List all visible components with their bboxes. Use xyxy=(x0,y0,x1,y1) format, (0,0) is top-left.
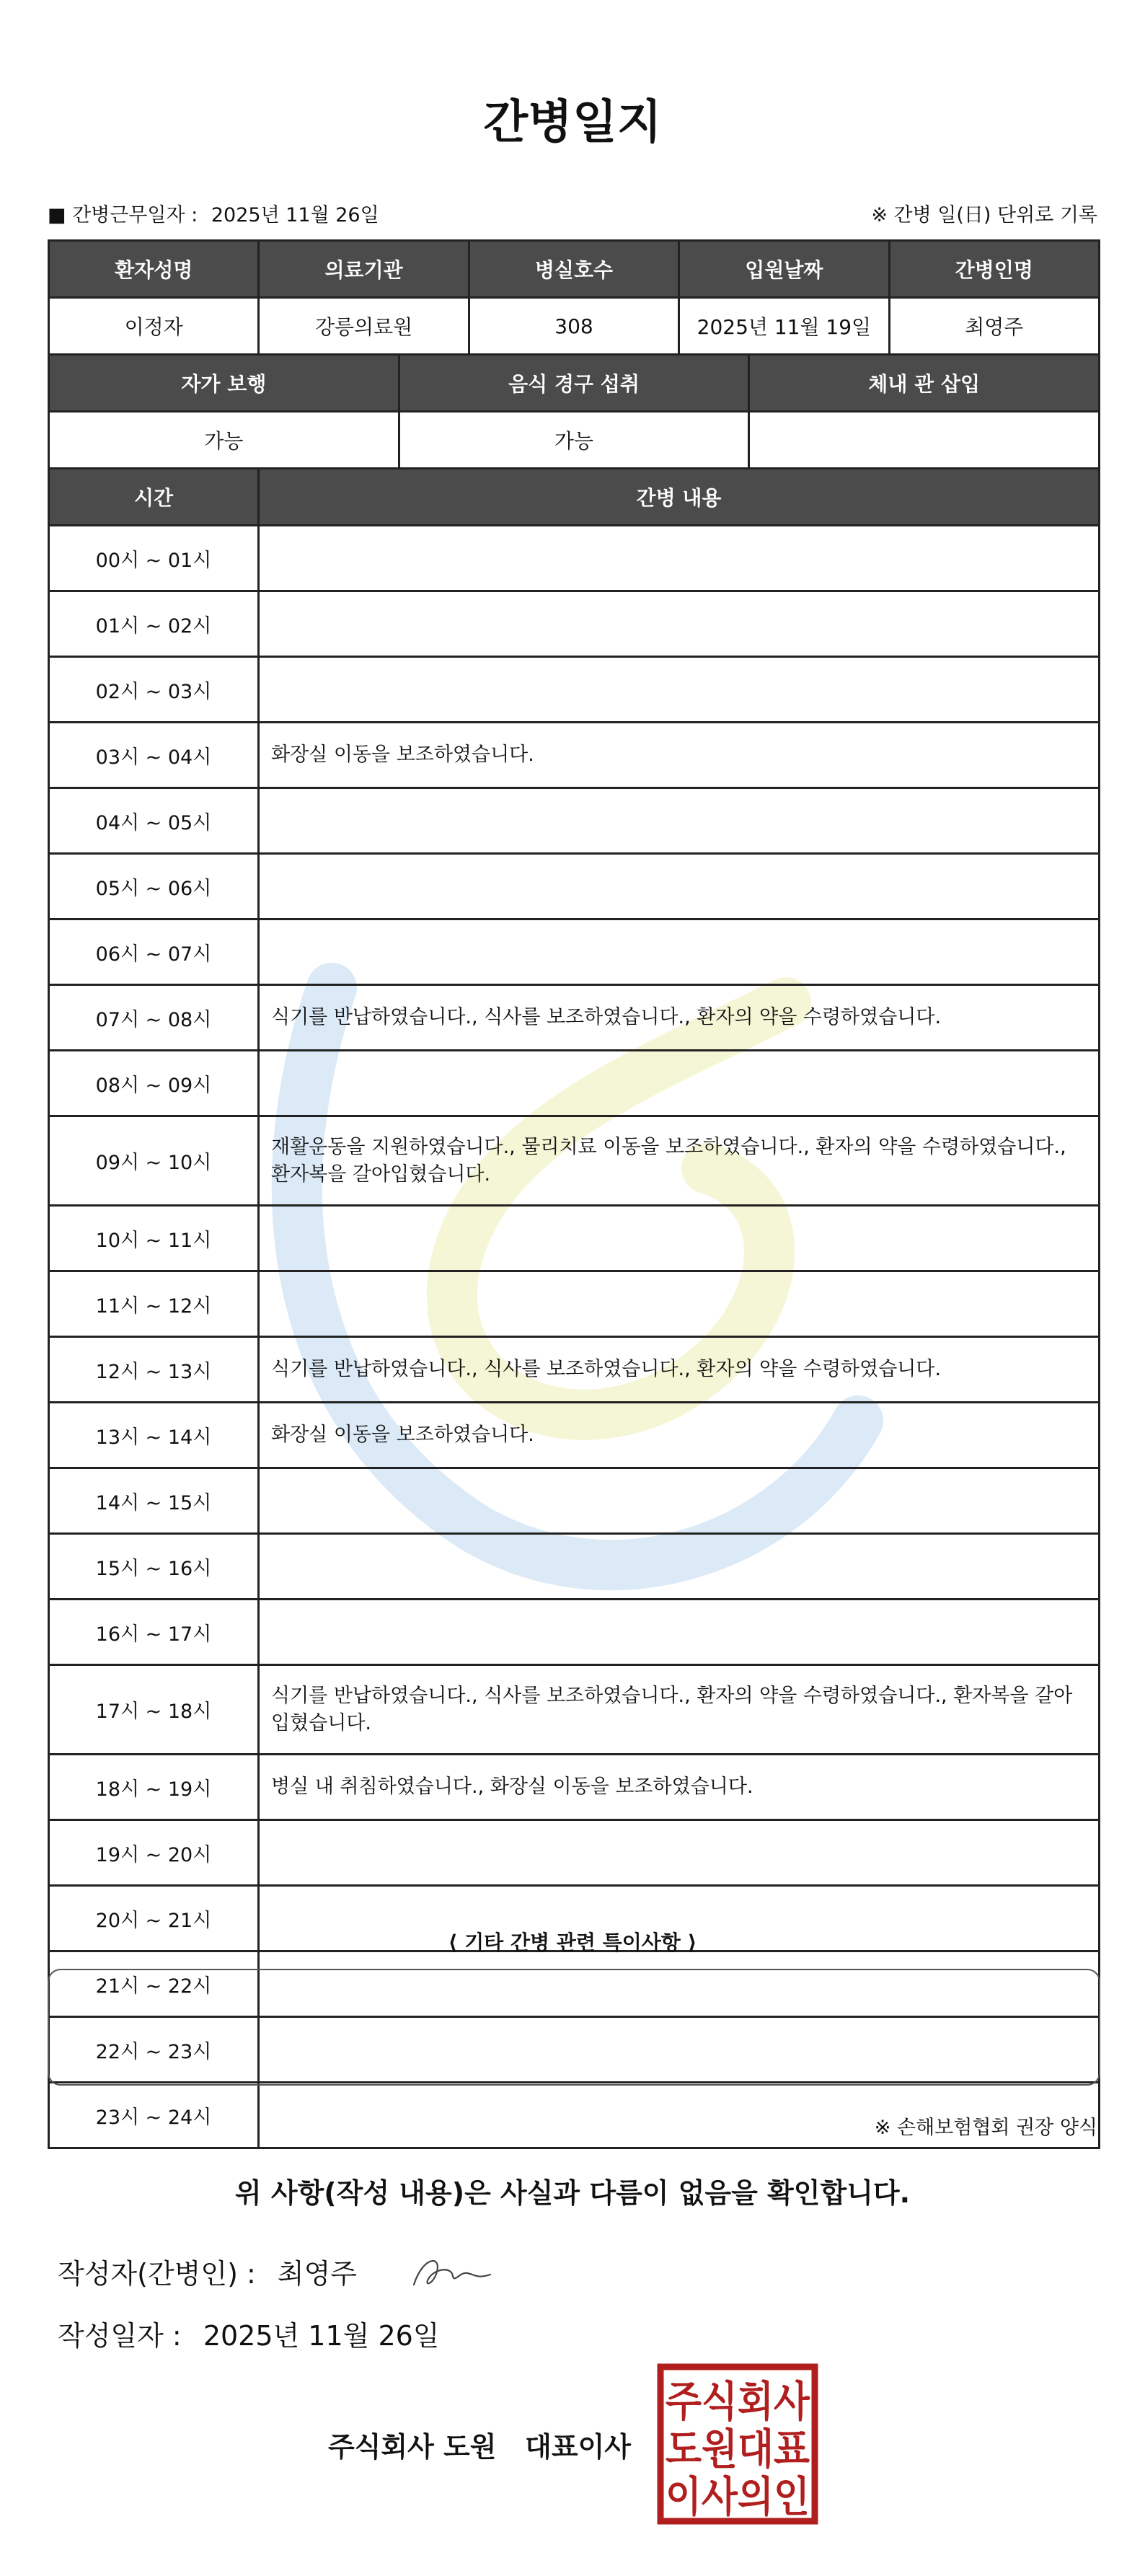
page-title: 간병일지 xyxy=(483,96,662,149)
care-content-cell: 화장실 이동을 보조하였습니다. xyxy=(259,1403,1100,1468)
header-room: 병실호수 xyxy=(469,241,678,298)
time-cell: 07시 ~ 08시 xyxy=(49,985,259,1051)
table-row xyxy=(49,526,1100,591)
table-row xyxy=(49,854,1100,919)
time-cell: 14시 ~ 15시 xyxy=(49,1468,259,1534)
recommend-note: ※ 손해보험협회 권장 양식 xyxy=(874,2117,1097,2139)
header-walking: 자가 보행 xyxy=(49,355,399,412)
care-log-body xyxy=(49,526,1100,2148)
care-log-table xyxy=(48,467,1100,2149)
patient-info-table xyxy=(48,239,1100,356)
signature-icon xyxy=(408,2250,495,2293)
write-date-label: 작성일자 : xyxy=(58,2320,182,2352)
table-row xyxy=(49,657,1100,723)
time-cell: 01시 ~ 02시 xyxy=(49,591,259,657)
header-institution: 의료기관 xyxy=(259,241,469,298)
time-cell: 02시 ~ 03시 xyxy=(49,657,259,723)
time-cell: 17시 ~ 18시 xyxy=(49,1665,259,1755)
unit-note: ※ 간병 일(日) 단위로 기록 xyxy=(871,204,1097,226)
patient-name: 이정자 xyxy=(49,298,259,355)
time-cell: 05시 ~ 06시 xyxy=(49,854,259,919)
header-tube: 체내 관 삽입 xyxy=(749,355,1100,412)
table-row xyxy=(49,788,1100,854)
care-content-cell xyxy=(259,657,1100,723)
time-cell: 06시 ~ 07시 xyxy=(49,919,259,985)
header-patient-name: 환자성명 xyxy=(49,241,259,298)
table-row xyxy=(49,1206,1100,1271)
status-value-row xyxy=(49,412,1100,469)
care-content-cell: 재활운동을 지원하였습니다., 물리치료 이동을 보조하였습니다., 환자의 약을 수령하였습니다., 환자복을 갈아입혔습니다. xyxy=(259,1116,1100,1206)
writer-label: 작성자(간병인) : xyxy=(58,2258,256,2290)
oral-intake-status: 가능 xyxy=(399,412,749,469)
care-content-cell xyxy=(259,1051,1100,1116)
room-number: 308 xyxy=(469,298,678,355)
table-row xyxy=(49,1337,1100,1403)
writer-name: 최영주 xyxy=(277,2258,357,2290)
institution: 강릉의료원 xyxy=(259,298,469,355)
admission-date: 2025년 11월 19일 xyxy=(679,298,889,355)
caregiver-name: 최영주 xyxy=(889,298,1099,355)
table-row xyxy=(49,1468,1100,1534)
care-content-cell xyxy=(259,1534,1100,1600)
table-row xyxy=(49,1403,1100,1468)
header-admission-date: 입원날짜 xyxy=(679,241,889,298)
table-row xyxy=(49,985,1100,1051)
table-row xyxy=(49,1820,1100,1886)
time-cell: 09시 ~ 10시 xyxy=(49,1116,259,1206)
header-care-content: 간병 내용 xyxy=(259,469,1100,526)
care-content-cell xyxy=(259,1600,1100,1665)
confirm-statement: 위 사항(작성 내용)은 사실과 다름이 없음을 확인합니다. xyxy=(234,2177,911,2209)
writer-line xyxy=(58,2251,357,2291)
care-content-cell: 식기를 반납하였습니다., 식사를 보조하였습니다., 환자의 약을 수령하였습니다. xyxy=(259,985,1100,1051)
patient-info-header-row xyxy=(49,241,1100,298)
care-content-cell: 식기를 반납하였습니다., 식사를 보조하였습니다., 환자의 약을 수령하였습니다., 환자복을 갈아입혔습니다. xyxy=(259,1665,1100,1755)
time-cell: 00시 ~ 01시 xyxy=(49,526,259,591)
header-time: 시간 xyxy=(49,469,259,526)
care-content-cell xyxy=(259,919,1100,985)
care-content-cell xyxy=(259,591,1100,657)
time-cell: 16시 ~ 17시 xyxy=(49,1600,259,1665)
time-cell: 18시 ~ 19시 xyxy=(49,1755,259,1820)
time-cell: 20시 ~ 21시 xyxy=(49,1886,259,1951)
table-row xyxy=(49,1600,1100,1665)
time-cell: 19시 ~ 20시 xyxy=(49,1820,259,1886)
tube-status xyxy=(749,412,1100,469)
table-row xyxy=(49,1116,1100,1206)
time-cell: 22시 ~ 23시 xyxy=(49,2017,259,2083)
company-name: 주식회사 도원 대표이사 xyxy=(328,2431,631,2463)
table-row xyxy=(49,1534,1100,1600)
table-row xyxy=(49,919,1100,985)
time-cell: 21시 ~ 22시 xyxy=(49,1951,259,2017)
care-content-cell xyxy=(259,526,1100,591)
time-cell: 04시 ~ 05시 xyxy=(49,788,259,854)
care-content-cell xyxy=(259,1820,1100,1886)
notes-title: ⟨ 기타 간병 관련 특이사항 ⟩ xyxy=(448,1931,697,1954)
walking-status: 가능 xyxy=(49,412,399,469)
table-row xyxy=(49,723,1100,788)
care-content-cell xyxy=(259,788,1100,854)
care-content-cell: 식기를 반납하였습니다., 식사를 보조하였습니다., 환자의 약을 수령하였습니다. xyxy=(259,1337,1100,1403)
write-date-value: 2025년 11월 26일 xyxy=(203,2320,440,2352)
care-content-cell xyxy=(259,854,1100,919)
seal-text: 주식회사 xyxy=(666,2377,810,2426)
table-row xyxy=(49,1271,1100,1337)
table-row xyxy=(49,1051,1100,1116)
care-content-cell: 화장실 이동을 보조하였습니다. xyxy=(259,723,1100,788)
time-cell: 13시 ~ 14시 xyxy=(49,1403,259,1468)
work-date-label: ■ 간병근무일자 : xyxy=(48,204,198,226)
care-content-cell xyxy=(259,1468,1100,1534)
table-row xyxy=(49,1755,1100,1820)
notes-box xyxy=(48,1969,1100,2086)
company-seal-icon xyxy=(656,2363,819,2526)
table-row xyxy=(49,591,1100,657)
time-cell: 15시 ~ 16시 xyxy=(49,1534,259,1600)
time-cell: 08시 ~ 09시 xyxy=(49,1051,259,1116)
work-date-value: 2025년 11월 26일 xyxy=(211,204,379,226)
care-content-cell xyxy=(259,1271,1100,1337)
care-content-cell xyxy=(259,1206,1100,1271)
patient-status-table xyxy=(48,353,1100,469)
care-content-cell: 병실 내 취침하였습니다., 화장실 이동을 보조하였습니다. xyxy=(259,1755,1100,1820)
work-date xyxy=(48,199,379,227)
table-row xyxy=(49,1665,1100,1755)
header-caregiver: 간병인명 xyxy=(889,241,1099,298)
care-log-header-row xyxy=(49,469,1100,526)
time-cell: 03시 ~ 04시 xyxy=(49,723,259,788)
time-cell: 10시 ~ 11시 xyxy=(49,1206,259,1271)
header-oral-intake: 음식 경구 섭취 xyxy=(399,355,749,412)
seal-text: 도원대표 xyxy=(666,2425,810,2474)
time-cell: 12시 ~ 13시 xyxy=(49,1337,259,1403)
time-cell: 11시 ~ 12시 xyxy=(49,1271,259,1337)
write-date-line xyxy=(58,2313,440,2353)
seal-text: 이사의인 xyxy=(666,2472,810,2521)
status-header-row xyxy=(49,355,1100,412)
patient-info-value-row xyxy=(49,298,1100,355)
time-cell: 23시 ~ 24시 xyxy=(49,2083,259,2148)
